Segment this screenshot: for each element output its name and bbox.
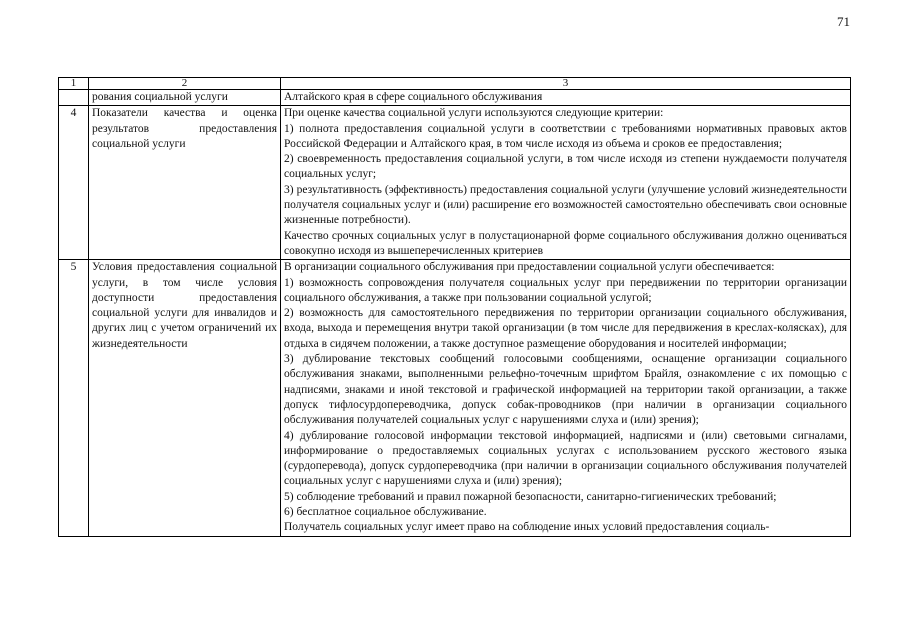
table-row <box>59 106 851 260</box>
table-header-row <box>59 78 851 90</box>
description-paragraph: 3) результативность (эффективность) предоставления социальной услуги (улучшение условий жизнедеятельности получателя социальных услуг и (или) расширение его возможностей самостоятельно обеспечивать свои основные жизненные потребности). <box>284 183 847 227</box>
description-paragraph: 3) дублирование текстовых сообщений голосовыми сообщениями, оснащение организации социального обслуживания знаками, выполненными рельефно-точечным шрифтом Брайля, ознакомление с их помощью с надписями, знаками и иной текстовой и графической информацией на территории такой организации, а также допуск тифлосурдопереводчика, допуск собак-проводников (при наличии в организации социального обслуживания получателей социальных услуг с нарушениями слуха и (или) зрения); <box>284 353 847 427</box>
header-col-1: 1 <box>59 78 89 90</box>
criterion-text: Показатели качества и оценка результатов предоставления социальной услуги <box>92 107 277 150</box>
header-col-2: 2 <box>89 78 281 90</box>
description-paragraph: 1) возможность сопровождения получателя социальных услуг при передвижении по территории организации социального обслуживания, а также при пользовании социальной услугой; <box>284 276 847 304</box>
row-number: 5 <box>59 260 89 536</box>
header-col-3: 3 <box>281 78 851 90</box>
row-criterion <box>89 106 281 260</box>
description-paragraph: В организации социального обслуживания при предоставлении социальной услуги обеспечивается: <box>284 261 775 274</box>
row-description <box>281 260 851 536</box>
services-table <box>58 77 851 537</box>
description-paragraph: 1) полнота предоставления социальной услуги в соответствии с требованиями нормативных правовых актов Российской Федерации и Алтайского края, в том числе исходя из объема и сроков ее предоставления; <box>284 122 847 150</box>
row-description <box>281 106 851 260</box>
table-row <box>59 260 851 536</box>
description-text: Алтайского края в сфере социального обслуживания <box>284 91 543 103</box>
description-paragraph: Качество срочных социальных услуг в полустационарной форме социального обслуживания должно оцениваться совокупно исходя из вышеперечисленных критериев <box>284 229 847 257</box>
row-description <box>281 90 851 106</box>
row-number: 4 <box>59 106 89 260</box>
row-criterion <box>89 90 281 106</box>
description-paragraph: 2) возможность для самостоятельного передвижения по территории организации социального обслуживания, входа, выхода и перемещения внутри такой организации (в том числе для передвижения в креслах-колясках), для отдыха в сидячем положении, а также доступное размещение оборудования и носителей информации; <box>284 307 847 350</box>
description-paragraph: 5) соблюдение требований и правил пожарной безопасности, санитарно-гигиенических требований; <box>284 490 777 503</box>
description-paragraph: При оценке качества социальной услуги используются следующие критерии: <box>284 107 664 120</box>
description-paragraph: 6) бесплатное социальное обслуживание. <box>284 506 487 519</box>
page-number: 71 <box>837 14 850 29</box>
description-paragraph: 2) своевременность предоставления социальной услуги, в том числе исходя из степени нуждаемости получателя социальных услуг; <box>284 153 847 181</box>
criterion-text: Условия предоставления социальной услуги, в том числе условия доступности предоставления социальной услуги для инвалидов и других лиц с учетом ограничений их жизнедеятельности <box>92 261 277 350</box>
table-row <box>59 90 851 106</box>
row-number <box>59 90 89 106</box>
criterion-text: рования социальной услуги <box>92 91 228 103</box>
row-criterion <box>89 260 281 536</box>
description-paragraph: 4) дублирование голосовой информации текстовой информацией, надписями и (или) световыми сигналами, информирование о предоставляемых социальных услугах с использованием русского жестового языка (сурдоперевода), допуск сурдопереводчика (при наличии в организации социального обслуживания получателей социальных услуг с нарушениями слуха и (или) зрения); <box>284 429 847 488</box>
description-paragraph: Получатель социальных услуг имеет право на соблюдение иных условий предоставления социаль- <box>284 521 770 534</box>
